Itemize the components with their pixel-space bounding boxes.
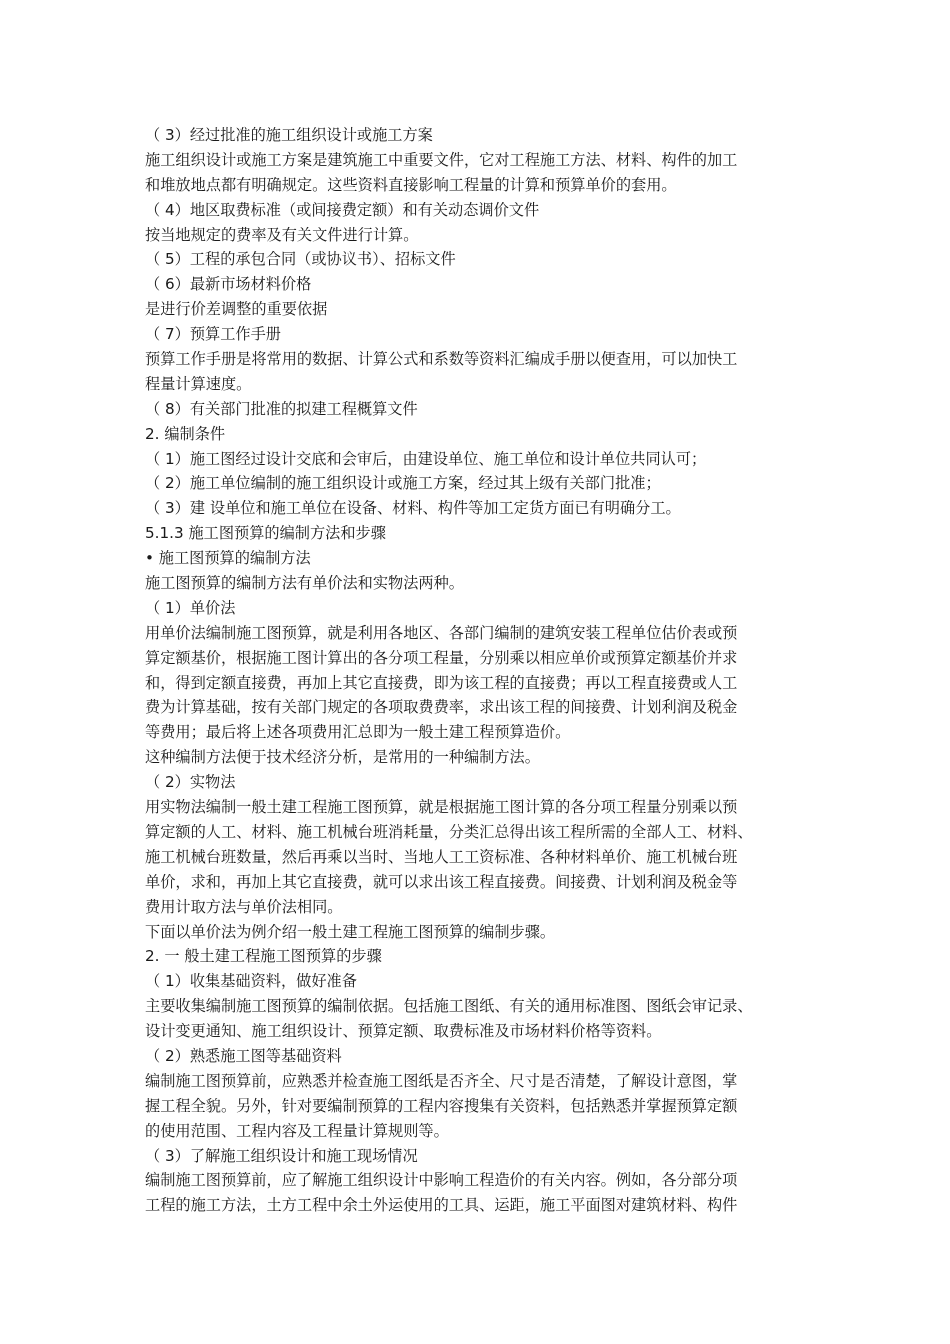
text-line: 费为计算基础，按有关部门规定的各项取费费率，求出该工程的间接费、计划利润及税金 [145, 698, 738, 717]
text-line: （ 4）地区取费标准（或间接费定额）和有关动态调价文件 [145, 200, 540, 219]
text-line: （ 2）实物法 [145, 773, 236, 792]
text-line: 的使用范围、工程内容及工程量计算规则等。 [145, 1121, 449, 1140]
text-line: （ 7）预算工作手册 [145, 325, 281, 344]
text-line: 单价，求和，再加上其它直接费，就可以求出该工程直接费。间接费、计划利润及税金等 [145, 872, 738, 891]
text-line: （ 3）建 设单位和施工单位在设备、材料、构件等加工定货方面已有明确分工。 [145, 499, 681, 518]
text-line: 这种编制方法便于技术经济分析，是常用的一种编制方法。 [145, 748, 540, 767]
text-line: （ 3）了解施工组织设计和施工现场情况 [145, 1146, 418, 1165]
text-line: 握工程全貌。另外，针对要编制预算的工程内容搜集有关资料，包括熟悉并掌握预算定额 [145, 1096, 738, 1115]
text-line: 下面以单价法为例介绍一般土建工程施工图预算的编制步骤。 [145, 922, 556, 941]
text-line: 费用计取方法与单价法相同。 [145, 897, 343, 916]
section-heading: 5.1.3 施工图预算的编制方法和步骤 [145, 524, 386, 543]
text-line: 算定额的人工、材料、施工机械台班消耗量，分类汇总得出该工程所需的全部人工、材料、 [145, 822, 753, 841]
text-line: （ 6）最新市场材料价格 [145, 275, 312, 294]
text-line: 编制施工图预算前，应了解施工组织设计中影响工程造价的有关内容。例如，各分部分项 [145, 1171, 738, 1190]
text-line: 用实物法编制一般土建工程施工图预算，就是根据施工图计算的各分项工程量分别乘以预 [145, 798, 738, 817]
text-line: 工程的施工方法，土方工程中余土外运使用的工具、运距，施工平面图对建筑材料、构件 [145, 1196, 738, 1215]
text-line: 预算工作手册是将常用的数据、计算公式和系数等资料汇编成手册以便查用，可以加快工 [145, 350, 738, 369]
text-line: 等费用；最后将上述各项费用汇总即为一般土建工程预算造价。 [145, 723, 571, 742]
text-line: 程量计算速度。 [145, 374, 252, 393]
text-line: 和堆放地点都有明确规定。这些资料直接影响工程量的计算和预算单价的套用。 [145, 175, 677, 194]
text-line: （ 8）有关部门批准的拟建工程概算文件 [145, 399, 418, 418]
text-line: 按当地规定的费率及有关文件进行计算。 [145, 225, 419, 244]
text-line: 编制施工图预算前，应熟悉并检查施工图纸是否齐全、尺寸是否清楚，了解设计意图，掌 [145, 1071, 738, 1090]
section-heading: 2. 一 般土建工程施工图预算的步骤 [145, 947, 382, 966]
text-line: 施工图预算的编制方法有单价法和实物法两种。 [145, 574, 464, 593]
text-line: 施工机械台班数量，然后再乘以当时、当地人工工资标准、各种材料单价、施工机械台班 [145, 847, 738, 866]
text-line: 设计变更通知、施工组织设计、预算定额、取费标准及市场材料价格等资料。 [145, 1022, 662, 1041]
text-line: 和，得到定额直接费，再加上其它直接费，即为该工程的直接费；再以工程直接费或人工 [145, 673, 738, 692]
text-line: （ 1）收集基础资料，做好准备 [145, 972, 357, 991]
text-line: 算定额基价，根据施工图计算出的各分项工程量，分别乘以相应单价或预算定额基价并求 [145, 648, 738, 667]
text-line: 用单价法编制施工图预算，就是利用各地区、各部门编制的建筑安装工程单位估价表或预 [145, 623, 738, 642]
document-page [145, 123, 815, 1218]
text-line: （ 5）工程的承包合同（或协议书）、招标文件 [145, 250, 456, 269]
section-heading: 2. 编制条件 [145, 424, 226, 443]
text-line: （ 1）单价法 [145, 598, 236, 617]
text-line: 是进行价差调整的重要依据 [145, 300, 328, 319]
text-line: （ 3）经过批准的施工组织设计或施工方案 [145, 126, 433, 144]
text-line: （ 2）施工单位编制的施工组织设计或施工方案，经过其上级有关部门批准； [145, 474, 661, 493]
text-line: 主要收集编制施工图预算的编制依据。包括施工图纸、有关的通用标准图、图纸会审记录、 [145, 997, 753, 1016]
text-line: 施工组织设计或施工方案是建筑施工中重要文件，它对工程施工方法、材料、构件的加工 [145, 150, 738, 169]
text-line: （ 1）施工图经过设计交底和会审后，由建设单位、施工单位和设计单位共同认可； [145, 449, 707, 468]
text-line: （ 2）熟悉施工图等基础资料 [145, 1046, 342, 1065]
bullet-heading: • 施工图预算的编制方法 [145, 549, 311, 568]
